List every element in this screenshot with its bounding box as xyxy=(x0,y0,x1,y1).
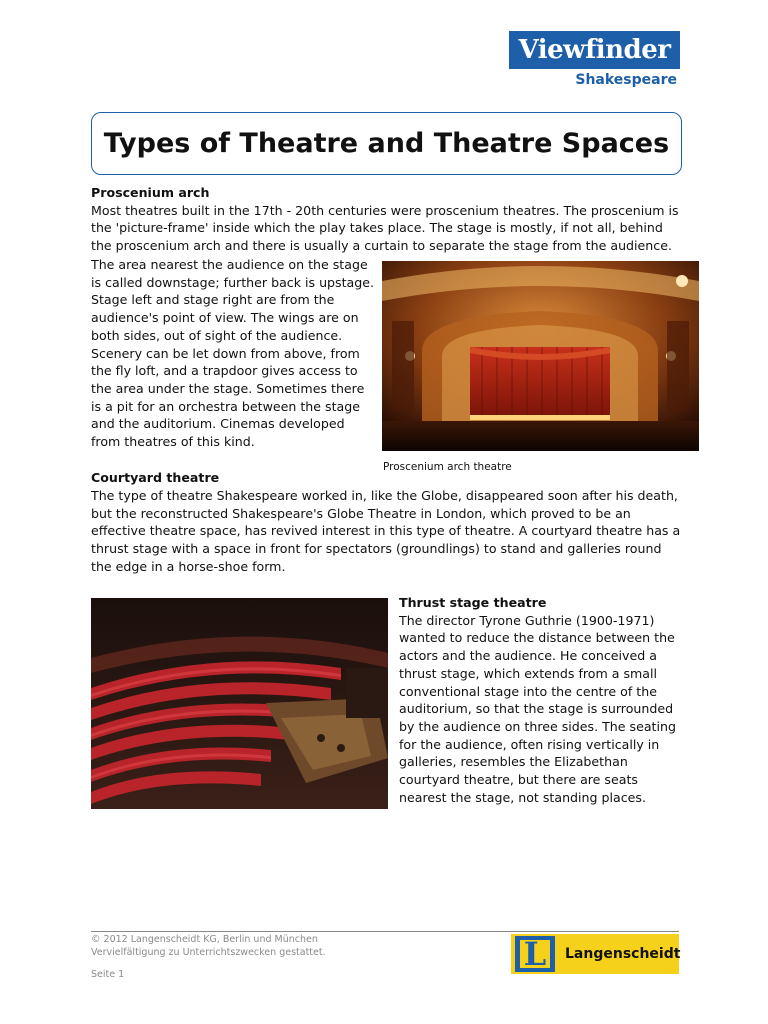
proscenium-theatre-image xyxy=(382,261,699,451)
footer-divider xyxy=(91,931,679,932)
courtyard-text: The type of theatre Shakespeare worked in, like the Globe, disappeared soon after his death, but the reconstructed Shakespeare's Globe Theatre in London, which proved to be an effective theatre space, has revived interest in this type of theatre. A courtyard theatre has a thrust stage with a space in front for spectators (groundlings) to stand and galleries round the edge in a horse-shoe form. xyxy=(91,488,681,574)
thrust-heading: Thrust stage theatre xyxy=(399,595,547,610)
proscenium-wrapped-text: The area nearest the audience on the stage is called downstage; further back is upstage. Stage left and stage right are from the audience's point of view. The wings are on both sides, out of sight of the audience. Scenery can be let down from above, from the fly loft, and a trapdoor gives access to the area under the stage. Sometimes there is a pit for an orchestra between the stage and the auditorium. Cinemas developed from theatres of this kind. xyxy=(91,257,375,450)
footer-copyright: © 2012 Langenscheidt KG, Berlin und München xyxy=(91,934,318,945)
courtyard-heading: Courtyard theatre xyxy=(91,470,220,485)
thrust-section xyxy=(399,594,684,806)
thrust-text: The director Tyrone Guthrie (1900-1971) wanted to reduce the distance between the actors and the audience. He conceived a thrust stage, which extends from a small conventional stage into the centre of the auditorium, so that the stage is surrounded by the audience on three sides. The seating for the audience, often rising vertically in galleries, resembles the Elizabethan courtyard theatre, but there are seats nearest the stage, not standing places. xyxy=(399,612,676,805)
proscenium-heading: Proscenium arch xyxy=(91,185,210,200)
proscenium-section-top xyxy=(91,184,681,255)
logo-subtitle: Shakespeare xyxy=(575,72,677,88)
proscenium-intro-text: Most theatres built in the 17th - 20th centuries were proscenium theatres. The proscenium is the 'picture-frame' inside which the play takes place. The stage is mostly, if not all, behind the proscenium arch and there is usually a curtain to separate the stage from the audience. xyxy=(91,202,679,254)
thrust-stage-image xyxy=(91,598,388,809)
langenscheidt-logo-text: Langenscheidt xyxy=(565,946,681,962)
footer-page-number: Seite 1 xyxy=(91,969,125,980)
proscenium-image-caption: Proscenium arch theatre xyxy=(383,461,512,473)
footer-rights: Vervielfältigung zu Unterrichtszwecken gestattet. xyxy=(91,947,326,958)
page-title: Types of Theatre and Theatre Spaces xyxy=(103,128,670,159)
langenscheidt-logo-letter: L xyxy=(523,935,547,973)
logo-name: Viewfinder xyxy=(518,35,671,65)
